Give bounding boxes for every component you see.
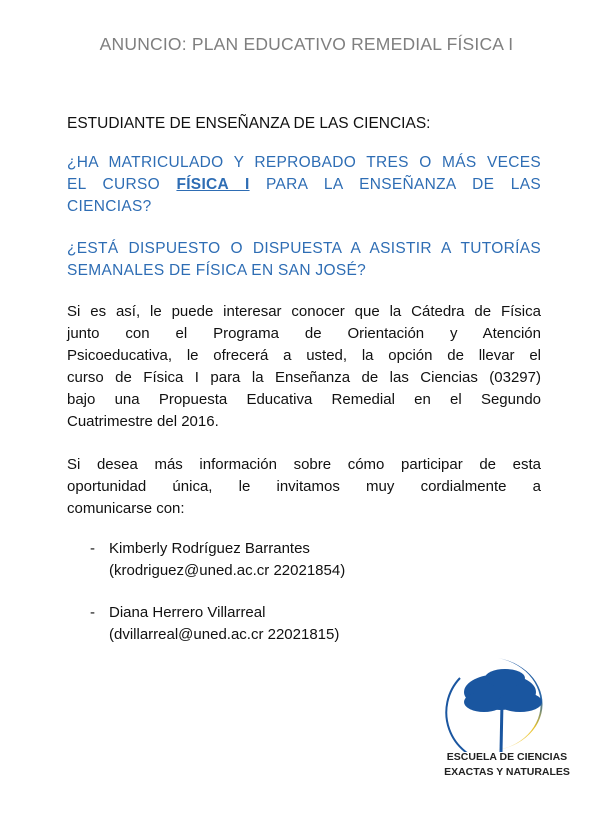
question-1-text: PARA LA ENSEÑANZA DE LAS bbox=[266, 176, 541, 193]
contact-name: Diana Herrero Villarreal bbox=[109, 604, 266, 621]
paragraph-1 bbox=[67, 301, 541, 433]
paragraph-line: Si desea más información sobre cómo participar de esta bbox=[67, 456, 541, 473]
paragraph-line: curso de Física I para la Enseñanza de las Ciencias (03297) bbox=[67, 369, 541, 386]
question-1-text: EL CURSO bbox=[67, 176, 160, 193]
question-1 bbox=[67, 152, 541, 218]
question-2-line: ¿ESTÁ DISPUESTO O DISPUESTA A ASISTIR A TUTORÍAS bbox=[67, 240, 541, 257]
contact-details: (dvillarreal@uned.ac.cr 22021815) bbox=[109, 626, 340, 643]
paragraph-2 bbox=[67, 454, 541, 520]
contact-item bbox=[90, 538, 345, 582]
paragraph-line: junto con el Programa de Orientación y Atención bbox=[67, 325, 541, 342]
logo-text-line: EXACTAS Y NATURALES bbox=[444, 766, 570, 778]
paragraph-line: Si es así, le puede interesar conocer que la Cátedra de Física bbox=[67, 303, 541, 320]
paragraph-line: oportunidad única, le invitamos muy cordialmente a bbox=[67, 478, 541, 495]
paragraph-line: comunicarse con: bbox=[67, 500, 185, 517]
logo-text-line: ESCUELA DE CIENCIAS bbox=[446, 751, 568, 763]
paragraph-line: Cuatrimestre del 2016. bbox=[67, 413, 219, 430]
question-1-line: CIENCIAS? bbox=[67, 198, 152, 215]
school-logo bbox=[420, 652, 590, 778]
logo-text bbox=[432, 750, 582, 780]
contact-item bbox=[90, 602, 339, 646]
question-2-line: SEMANALES DE FÍSICA EN SAN JOSÉ? bbox=[67, 262, 367, 279]
audience-text: ESTUDIANTE DE ENSEÑANZA DE LAS CIENCIAS: bbox=[67, 115, 431, 132]
contact-details: (krodriguez@uned.ac.cr 22021854) bbox=[109, 562, 346, 579]
audience-heading bbox=[67, 113, 541, 135]
bullet: - bbox=[90, 540, 95, 557]
question-1-line bbox=[67, 174, 541, 196]
tree-logo-icon bbox=[420, 652, 590, 752]
paragraph-line: bajo una Propuesta Educativa Remedial en el Segundo bbox=[67, 391, 541, 408]
question-1-line: ¿HA MATRICULADO Y REPROBADO TRES O MÁS VECES bbox=[67, 154, 541, 171]
course-name: FÍSICA I bbox=[176, 176, 250, 193]
contact-name: Kimberly Rodríguez Barrantes bbox=[109, 540, 310, 557]
page-title: ANUNCIO: PLAN EDUCATIVO REMEDIAL FÍSICA I bbox=[99, 34, 514, 54]
question-2 bbox=[67, 238, 541, 282]
paragraph-line: Psicoeducativa, le ofrecerá a usted, la opción de llevar el bbox=[67, 347, 541, 364]
bullet: - bbox=[90, 604, 95, 621]
